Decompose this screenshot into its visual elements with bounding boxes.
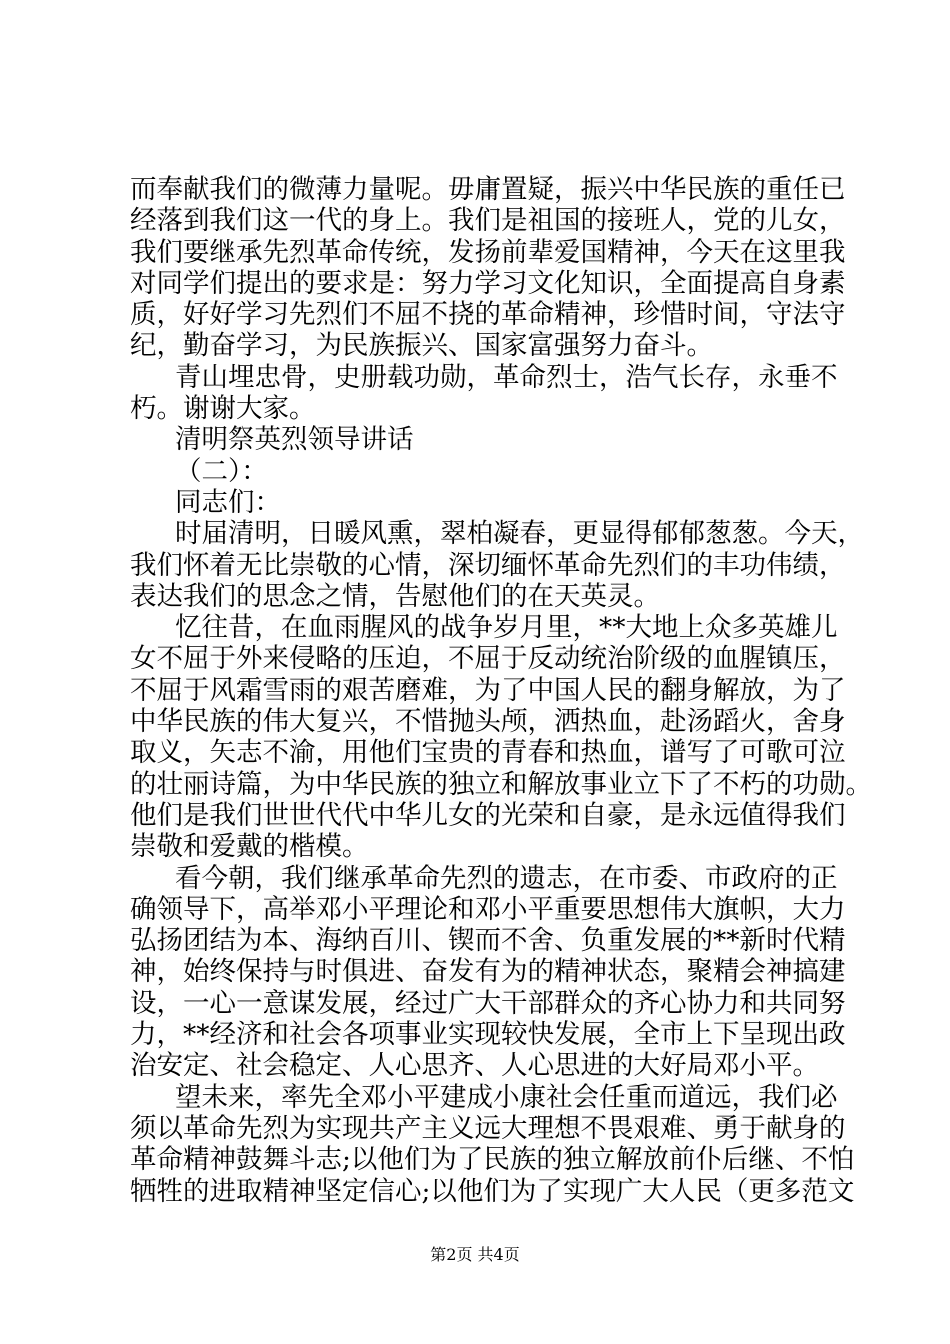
text-line: 中华民族的伟大复兴，不惜抛头颅，洒热血，赴汤蹈火，舍身: [130, 706, 846, 738]
page-footer: [0, 1245, 950, 1265]
text-line: 女不屈于外来侵略的压迫，不屈于反动统治阶级的血腥镇压，: [130, 643, 846, 675]
text-line: 不屈于风霜雪雨的艰苦磨难，为了中国人民的翻身解放，为了: [130, 674, 846, 706]
text-line: 的壮丽诗篇，为中华民族的独立和解放事业立下了不朽的功勋。: [130, 768, 872, 800]
document-body: [130, 174, 872, 1207]
text-line: （二）：: [175, 455, 268, 487]
text-line: 牺牲的进取精神坚定信心;以他们为了实现广大人民（更多范文: [130, 1175, 855, 1207]
text-line: 青山埋忠骨，史册载功勋，革命烈士，浩气长存，永垂不: [175, 361, 838, 393]
text-line: 治安定、社会稳定、人心思齐、人心思进的大好局邓小平。: [130, 1050, 819, 1082]
text-line: 革命精神鼓舞斗志;以他们为了民族的独立解放前仆后继、不怕: [130, 1144, 855, 1176]
text-line: 看今朝，我们继承革命先烈的遗志，在市委、市政府的正: [175, 862, 838, 894]
text-line: 表达我们的思念之情，告慰他们的在天英灵。: [130, 580, 660, 612]
text-line: 力，**经济和社会各项事业实现较快发展，全市上下呈现出政: [130, 1019, 846, 1051]
text-line: 质，好好学习先烈们不屈不挠的革命精神，珍惜时间，守法守: [130, 299, 846, 331]
text-line: 弘扬团结为本、海纳百川、锲而不舍、负重发展的**新时代精: [130, 925, 846, 957]
text-line: 而奉献我们的微薄力量呢。毋庸置疑，振兴中华民族的重任已: [130, 174, 846, 205]
text-line: 清明祭英烈领导讲话: [175, 424, 414, 456]
text-line: 崇敬和爱戴的楷模。: [130, 831, 369, 863]
text-line: 经落到我们这一代的身上。我们是祖国的接班人，党的儿女，: [130, 205, 846, 237]
page-number: 第2页 共4页: [430, 1245, 520, 1264]
text-line: 纪，勤奋学习，为民族振兴、国家富强努力奋斗。: [130, 330, 713, 362]
text-line: 同志们：: [175, 486, 281, 518]
text-line: 神，始终保持与时俱进、奋发有为的精神状态，聚精会神搞建: [130, 956, 846, 988]
text-line: 对同学们提出的要求是：努力学习文化知识，全面提高自身素: [130, 267, 846, 299]
text-line: 时届清明，日暖风熏，翠柏凝春，更显得郁郁葱葱。今天，: [175, 518, 864, 550]
text-line: 朽。谢谢大家。: [130, 393, 316, 425]
text-line: 我们怀着无比崇敬的心情，深切缅怀革命先烈们的丰功伟绩，: [130, 549, 846, 581]
text-line: 望未来，率先全邓小平建成小康社会任重而道远，我们必: [175, 1081, 838, 1113]
text-line: 确领导下，高举邓小平理论和邓小平重要思想伟大旗帜，大力: [130, 893, 846, 925]
text-line: 须以革命先烈为实现共产主义远大理想不畏艰难、勇于献身的: [130, 1112, 846, 1144]
text-line: 取义，矢志不渝，用他们宝贵的青春和热血，谱写了可歌可泣: [130, 737, 846, 769]
text-line: 他们是我们世世代代中华儿女的光荣和自豪，是永远值得我们: [130, 799, 846, 831]
text-line: 忆往昔，在血雨腥风的战争岁月里，**大地上众多英雄儿: [175, 612, 838, 644]
text-line: 我们要继承先烈革命传统，发扬前辈爱国精神，今天在这里我: [130, 236, 846, 268]
text-line: 设，一心一意谋发展，经过广大干部群众的齐心协力和共同努: [130, 987, 846, 1019]
